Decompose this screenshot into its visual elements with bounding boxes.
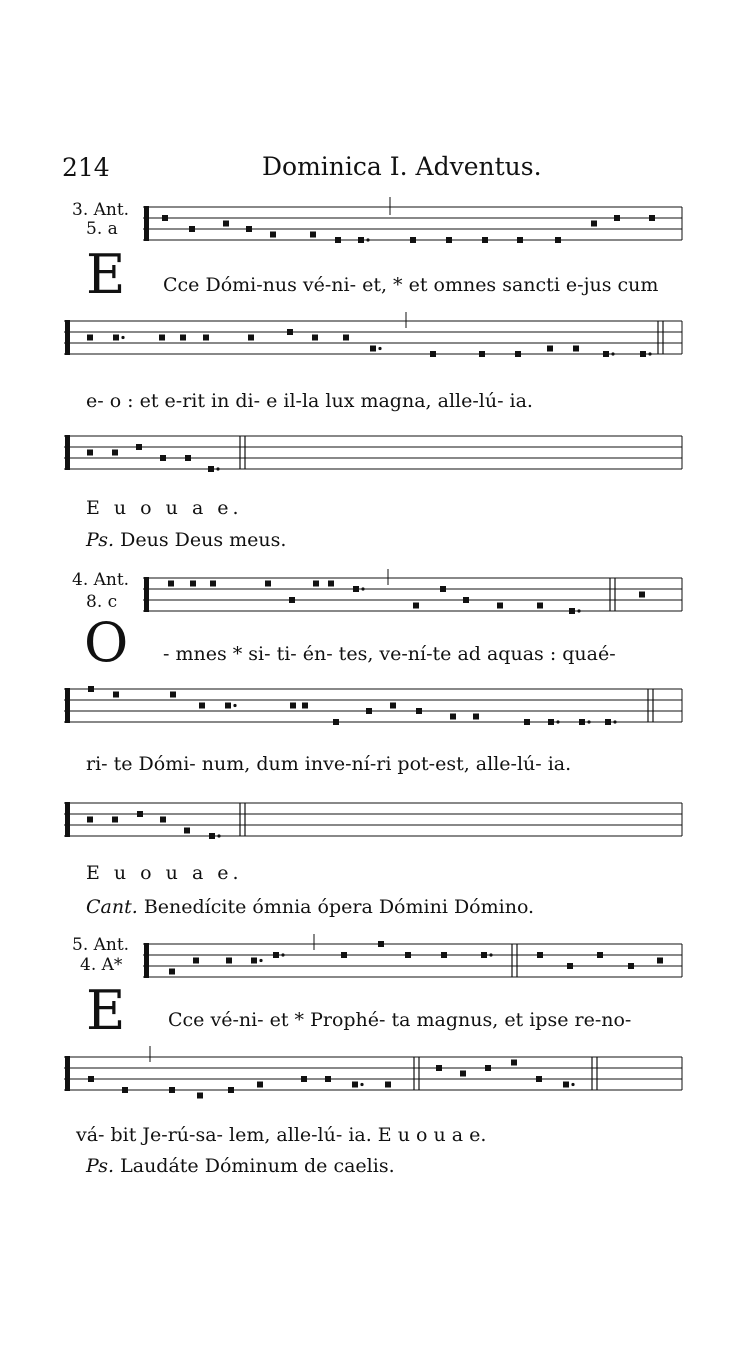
- mora-dot: [259, 959, 262, 962]
- neume: [185, 455, 191, 461]
- neume: [628, 963, 634, 969]
- mora-dot: [366, 238, 369, 241]
- psalm-incipit: Deus Deus meus.: [120, 529, 287, 551]
- neume: [246, 226, 252, 232]
- neume: [301, 1076, 307, 1082]
- antiphon-number: 4. Ant.: [72, 570, 130, 590]
- page-number: 214: [62, 153, 110, 182]
- antiphon-number: 3. Ant.: [72, 200, 130, 220]
- neume: [536, 1076, 542, 1082]
- antiphon-mode: 8. c: [86, 592, 118, 612]
- neume: [184, 828, 190, 834]
- mora-dot: [121, 336, 124, 339]
- neume: [287, 329, 293, 335]
- neume: [640, 351, 646, 357]
- clef-mark: [144, 943, 149, 978]
- neume: [440, 586, 446, 592]
- clef-mark: [65, 435, 70, 470]
- neume: [605, 719, 611, 725]
- clef-mark: [65, 688, 70, 723]
- neume: [113, 335, 119, 341]
- neume: [333, 719, 339, 725]
- neume: [223, 221, 229, 227]
- mora-dot: [233, 704, 236, 707]
- mora-dot: [556, 720, 559, 723]
- lyric-line: Cce vé-ni- et * Prophé- ta magnus, et ipse re-no-: [168, 1009, 632, 1031]
- neume: [228, 1087, 234, 1093]
- mora-dot: [611, 352, 614, 355]
- mora-dot: [571, 1083, 574, 1086]
- neume: [497, 603, 503, 609]
- neume: [302, 703, 308, 709]
- neume: [537, 952, 543, 958]
- neume: [413, 603, 419, 609]
- clef-mark: [65, 802, 70, 837]
- neume: [160, 817, 166, 823]
- antiphon-mode: 4. A*: [80, 955, 123, 975]
- mora-dot: [577, 609, 580, 612]
- psalm-incipit: Laudáte Dóminum de caelis.: [120, 1155, 395, 1177]
- neume: [328, 581, 334, 587]
- neume: [180, 335, 186, 341]
- psalm-abbr: Cant.: [86, 896, 138, 918]
- mora-dot: [361, 587, 364, 590]
- antiphon-number: 5. Ant.: [72, 935, 130, 955]
- neume: [265, 581, 271, 587]
- neume: [270, 232, 276, 238]
- psalm-abbr: Ps.: [86, 1155, 115, 1177]
- neume: [463, 597, 469, 603]
- neume: [473, 714, 479, 720]
- neume: [197, 1093, 203, 1099]
- neume: [251, 958, 257, 964]
- lyric-line: ri- te Dómi- num, dum inve-ní-ri pot-est, alle-lú- ia.: [86, 753, 572, 775]
- mora-dot: [378, 347, 381, 350]
- neume: [225, 703, 231, 709]
- psalm-line: [86, 896, 534, 918]
- mora-dot: [613, 720, 616, 723]
- neume: [446, 237, 452, 243]
- mora-dot: [648, 352, 651, 355]
- neume: [190, 581, 196, 587]
- neume: [567, 963, 573, 969]
- neume: [169, 969, 175, 975]
- neume: [335, 237, 341, 243]
- lyric-line: vá- bit Je-rú-sa- lem, alle-lú- ia. E u o u a e.: [76, 1124, 487, 1146]
- neume: [289, 597, 295, 603]
- neume: [343, 335, 349, 341]
- initial-letter: E: [86, 979, 126, 1042]
- lyric-line: Cce Dómi-nus vé-ni- et, * et omnes sancti e-jus cum: [163, 274, 659, 296]
- neume: [579, 719, 585, 725]
- neume: [441, 952, 447, 958]
- neume: [485, 1065, 491, 1071]
- psalm-abbr: Ps.: [86, 529, 115, 551]
- neume: [162, 215, 168, 221]
- neume: [482, 237, 488, 243]
- neume: [416, 708, 422, 714]
- neume: [87, 450, 93, 456]
- neume: [310, 232, 316, 238]
- neume: [113, 692, 119, 698]
- neume: [203, 335, 209, 341]
- mora-dot: [489, 953, 492, 956]
- neume: [248, 335, 254, 341]
- neume: [199, 703, 205, 709]
- neume: [410, 237, 416, 243]
- clef-mark: [65, 1056, 70, 1091]
- euouae: E u o u a e.: [86, 497, 243, 519]
- page-title: Dominica I. Adventus.: [262, 152, 542, 181]
- neume: [573, 346, 579, 352]
- neume: [563, 1082, 569, 1088]
- clef-mark: [144, 577, 149, 612]
- neume: [511, 1060, 517, 1066]
- neume: [524, 719, 530, 725]
- neume: [450, 714, 456, 720]
- neume: [479, 351, 485, 357]
- neume: [136, 444, 142, 450]
- neume: [649, 215, 655, 221]
- neume: [312, 335, 318, 341]
- neume: [170, 692, 176, 698]
- neume: [436, 1065, 442, 1071]
- neume: [430, 351, 436, 357]
- neume: [378, 941, 384, 947]
- neume: [639, 592, 645, 598]
- mora-dot: [360, 1083, 363, 1086]
- neume: [358, 237, 364, 243]
- neume: [273, 952, 279, 958]
- neume: [370, 346, 376, 352]
- neume: [193, 958, 199, 964]
- neume: [112, 450, 118, 456]
- neume: [160, 455, 166, 461]
- neume: [385, 1082, 391, 1088]
- neume: [209, 833, 215, 839]
- initial-letter: O: [84, 611, 129, 674]
- psalm-line: [86, 529, 286, 551]
- neume: [352, 1082, 358, 1088]
- psalm-line: [86, 1155, 395, 1177]
- neume: [122, 1087, 128, 1093]
- neume: [353, 586, 359, 592]
- clef-mark: [65, 320, 70, 355]
- neume: [515, 351, 521, 357]
- neume: [290, 703, 296, 709]
- neume: [537, 603, 543, 609]
- neume: [210, 581, 216, 587]
- neume: [555, 237, 561, 243]
- mora-dot: [217, 834, 220, 837]
- neume: [189, 226, 195, 232]
- neume: [87, 817, 93, 823]
- neume: [208, 466, 214, 472]
- neume: [614, 215, 620, 221]
- neume: [226, 958, 232, 964]
- neume: [597, 952, 603, 958]
- neume: [657, 958, 663, 964]
- lyric-line: - mnes * si- ti- én- tes, ve-ní-te ad aquas : quaé-: [163, 643, 616, 665]
- neume: [366, 708, 372, 714]
- neume: [341, 952, 347, 958]
- mora-dot: [216, 467, 219, 470]
- neume: [481, 952, 487, 958]
- mora-dot: [587, 720, 590, 723]
- neume: [325, 1076, 331, 1082]
- neume: [390, 703, 396, 709]
- initial-letter: E: [86, 243, 126, 306]
- neume: [159, 335, 165, 341]
- lyric-line: e- o : et e-rit in di- e il-la lux magna, alle-lú- ia.: [86, 390, 533, 412]
- psalm-incipit: Benedícite ómnia ópera Dómini Dómino.: [143, 896, 535, 918]
- neume: [169, 1087, 175, 1093]
- neume: [548, 719, 554, 725]
- neume: [112, 817, 118, 823]
- neume: [460, 1071, 466, 1077]
- euouae: E u o u a e.: [86, 862, 243, 884]
- neume: [405, 952, 411, 958]
- mora-dot: [281, 953, 284, 956]
- neume: [88, 1076, 94, 1082]
- neume: [137, 811, 143, 817]
- neume: [313, 581, 319, 587]
- neume: [603, 351, 609, 357]
- neume: [88, 686, 94, 692]
- neume: [257, 1082, 263, 1088]
- neume: [87, 335, 93, 341]
- clef-mark: [144, 206, 149, 241]
- neume: [547, 346, 553, 352]
- neume: [569, 608, 575, 614]
- neume: [517, 237, 523, 243]
- antiphon-mode: 5. a: [86, 219, 118, 239]
- neume: [591, 221, 597, 227]
- neume: [168, 581, 174, 587]
